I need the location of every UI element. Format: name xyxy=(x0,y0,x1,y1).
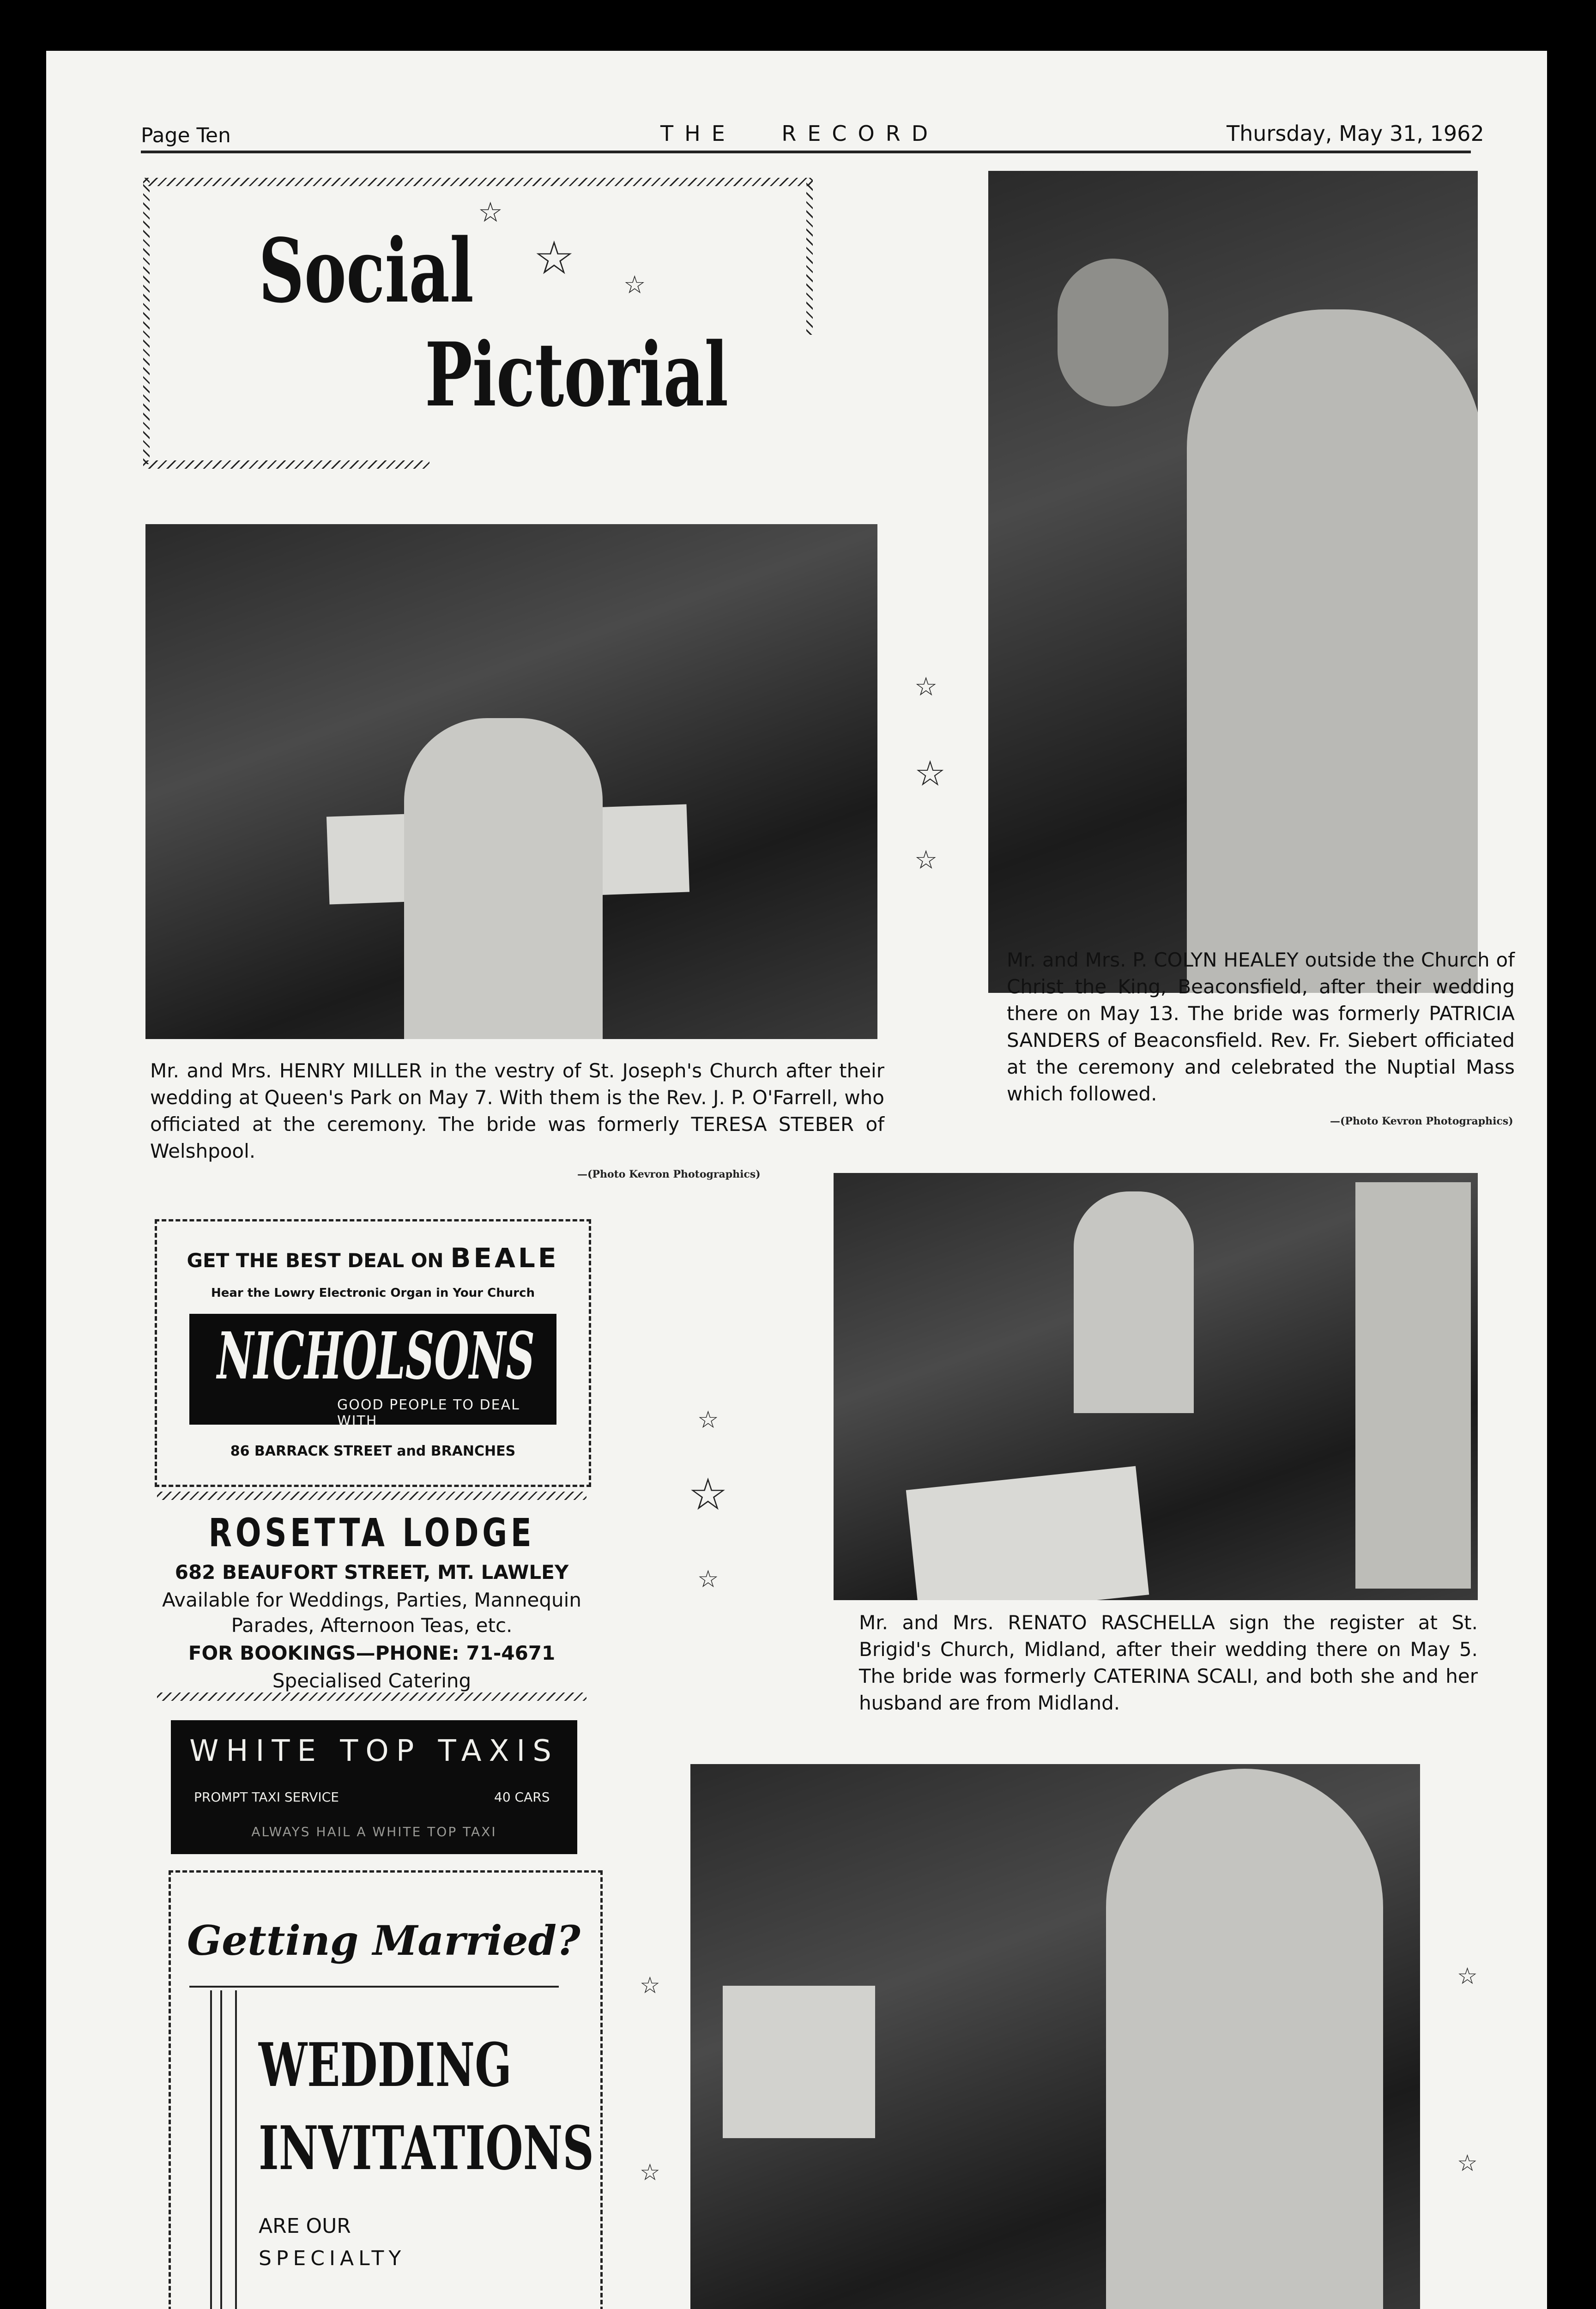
rosetta-line1: Available for Weddings, Parties, Mannequin xyxy=(162,1589,581,1611)
title-box-left-border xyxy=(143,178,150,464)
star-icon: ☆ xyxy=(914,753,946,794)
cloth-shape xyxy=(723,1986,875,2138)
photo-caption: Mr. and Mrs. HENRY MILLER in the vestry of St. Joseph's Church after their wedding at Queen's Park on May 7. With them is the Rev. J. P. O'Farrell, who officiated at the ceremony. The bride was formerly TERESA STEBER of Welshpool. xyxy=(150,1059,884,1162)
register-book-shape xyxy=(906,1466,1149,1600)
bride-veil-shape xyxy=(1187,309,1478,993)
star-icon: ☆ xyxy=(478,196,503,229)
rosetta-line2: Parades, Afternoon Teas, etc. xyxy=(231,1614,513,1637)
photo-credit: —(Photo Kevron Photographics) xyxy=(577,1168,761,1180)
rosetta-catering: Specialised Catering xyxy=(272,1669,472,1692)
record-print-ad xyxy=(169,1870,603,2309)
star-icon: ☆ xyxy=(640,2159,660,2186)
rosetta-phone: FOR BOOKINGS—PHONE: 71-4671 xyxy=(188,1642,556,1664)
nicholsons-ad xyxy=(155,1219,591,1487)
record-print-headline: Getting Married? xyxy=(187,1916,580,1964)
photo-caption: Mr. and Mrs. RENATO RASCHELLA sign the register at St. Brigid's Church, Midland, after their wedding there on May 5. The bride was formerly CATERINA SCALI, and both she and her husband are from Midland. xyxy=(859,1611,1478,1714)
star-icon: ☆ xyxy=(533,231,575,285)
record-print-wedding: WEDDING xyxy=(259,2030,512,2100)
wedding-photo-gleeson xyxy=(690,1764,1420,2309)
nicholsons-tagline: GOOD PEOPLE TO DEAL WITH xyxy=(337,1397,520,1429)
star-icon: ☆ xyxy=(1457,2150,1478,2176)
wedding-photo-raschella xyxy=(834,1173,1478,1600)
nicholsons-logo-block xyxy=(189,1314,556,1429)
star-icon: ☆ xyxy=(640,1972,660,1999)
rosetta-bottom-border xyxy=(157,1692,586,1701)
rosetta-name: ROSETTA LODGE xyxy=(208,1510,535,1555)
page-number: Page Ten xyxy=(141,124,231,147)
photo-caption: Mr. and Mrs. P. COLYN HEALEY outside the Church of Christ the King, Beaconsfield, after their wedding there on May 13. The bride was formerly PATRICIA SANDERS of Beaconsfield. Rev. Fr. Siebert officiated at the ceremony and celebrated the Nuptial Mass which followed. xyxy=(1007,949,1515,1105)
title-box xyxy=(143,178,813,469)
star-icon: ☆ xyxy=(697,1566,719,1593)
nicholsons-subline: Hear the Lowry Electronic Organ in Your Church xyxy=(211,1286,535,1300)
record-print-invitations: INVITATIONS xyxy=(259,2113,594,2183)
title-box-bottom-border xyxy=(143,460,429,469)
star-icon: ☆ xyxy=(1457,1963,1478,1989)
title-pictorial: Pictorial xyxy=(425,323,729,426)
title-social: Social xyxy=(259,219,474,322)
newspaper-page xyxy=(46,51,1547,2309)
header-rule xyxy=(141,151,1471,153)
wedding-photo-miller xyxy=(145,524,877,1039)
taxis-cars: 40 CARS xyxy=(494,1789,550,1805)
star-icon: ☆ xyxy=(914,845,938,875)
record-print-decorative-line-inner xyxy=(220,1990,222,2309)
star-icon: ☆ xyxy=(914,672,938,702)
taxis-slogan: ALWAYS HAIL A WHITE TOP TAXI xyxy=(251,1824,497,1839)
masthead: THE RECORD xyxy=(660,121,939,146)
star-icon: ☆ xyxy=(697,1406,719,1434)
title-box-top-border xyxy=(143,178,813,186)
bride-veil-shape xyxy=(1074,1191,1194,1413)
record-print-decorative-lines xyxy=(210,1990,237,2309)
nicholsons-address: 86 BARRACK STREET and BRANCHES xyxy=(230,1443,516,1459)
white-top-taxis-ad xyxy=(171,1720,577,1854)
star-icon: ☆ xyxy=(688,1469,728,1520)
taxis-name: WHITE TOP TAXIS xyxy=(189,1734,559,1768)
nicholsons-headline-brand: BEALE xyxy=(450,1242,559,1274)
nicholsons-headline-prefix: GET THE BEST DEAL ON xyxy=(187,1249,444,1272)
rosetta-top-border xyxy=(157,1492,586,1500)
star-icon: ☆ xyxy=(623,270,646,299)
issue-date: Thursday, May 31, 1962 xyxy=(1227,121,1484,146)
groom-face-shape xyxy=(1058,259,1168,406)
rosetta-lodge-ad xyxy=(155,1505,589,1741)
photo-credit: —(Photo Kevron Photographics) xyxy=(1330,1115,1513,1127)
panel-shape xyxy=(1355,1182,1471,1589)
bride-veil-shape xyxy=(1106,1769,1383,2309)
taxis-service: PROMPT TAXI SERVICE xyxy=(194,1789,339,1805)
wedding-photo-healey xyxy=(988,171,1478,993)
title-box-right-border xyxy=(806,178,813,335)
rosetta-address: 682 BEAUFORT STREET, MT. LAWLEY xyxy=(175,1561,569,1584)
nicholsons-logo: NICHOLSONS xyxy=(217,1318,535,1394)
record-print-rule xyxy=(189,1986,559,1988)
nicholsons-headline xyxy=(157,1242,589,1274)
record-print-sub1: ARE OUR xyxy=(259,2214,351,2238)
record-print-sub2: SPECIALTY xyxy=(259,2247,406,2270)
bride-dress-shape xyxy=(404,718,603,1039)
